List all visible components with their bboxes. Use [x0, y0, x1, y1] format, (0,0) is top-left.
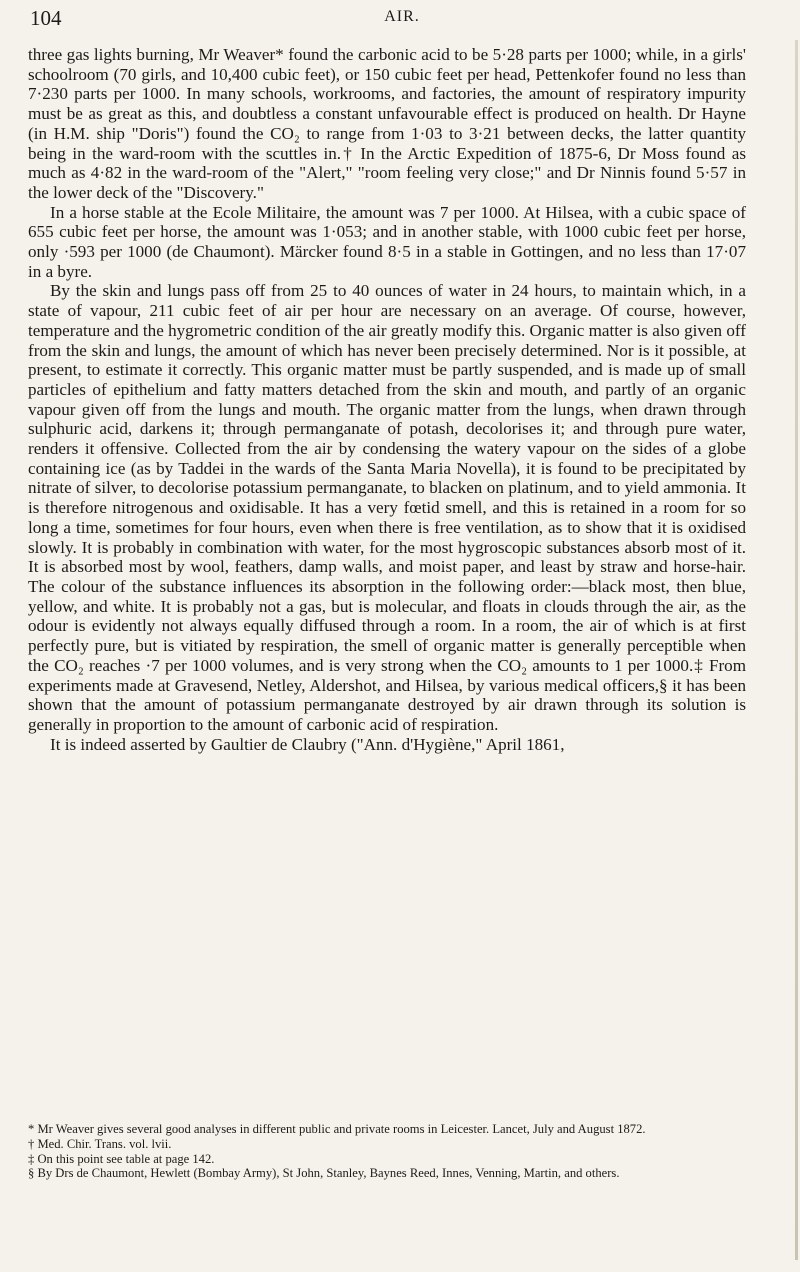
- paragraph: In a horse stable at the Ecole Militaire, the amount was 7 per 1000. At Hilsea, with a cubic space of 655 cubic feet per horse, the amount was 1·053; and in another stable, with 1000 cubic feet per horse, only ·593 per 1000 (de Chaumont). Märcker found 8·5 in a stable in Gottingen, and no less than 17·07 in a byre.: [28, 202, 746, 281]
- paragraph: It is indeed asserted by Gaultier de Claubry ("Ann. d'Hygiène," April 1861,: [50, 734, 565, 754]
- paragraph: By the skin and lungs pass off from 25 to 40 ounces of water in 24 hours, to maintain which, in a state of vapour, 211 cubic feet of air per hour are necessary on an average. Of course, however, temperature and the hygrometric condition of the air greatly modify this. Organic matter is also given off from the skin and lungs, the amount of which has never been precisely determined. Nor is it possible, at present, to estimate it correctly. This organic matter must be partly suspended, and is made up of small particles of epithelium and fatty matters detached from the skin and mouth, and partly of an organic vapour given off from the lungs and mouth. The organic matter from the lungs, when drawn through sulphuric acid, darkens it; through permanganate of potash, decolorises it; and through pure water, renders it offensive. Collected from the air by condensing the watery vapour on the sides of a globe containing ice (as by Taddei in the wards of the Santa Maria Novella), it is found to be precipitated by nitrate of silver, to decolorise potassium permanganate, to blacken on platinum, and to yield ammonia. It is therefore nitrogenous and oxidisable. It has a very fœtid smell, and this is retained in a room for so long a time, sometimes for four hours, even when there is free ventilation, as to show that it is oxidised slowly. It is probably in combination with water, for the most hygroscopic substances absorb most of it. It is absorbed most by wool, feathers, damp walls, and moist paper, and least by straw and horse-hair. The colour of the substance influences its absorption in the following order:—black most, then blue, yellow, and white. It is probably not a gas, but is molecular, and floats in clouds through the air, as the odour is evidently not always equally diffused through a room. In a room, the air of which is at first perfectly pure, but is vitiated by respiration, the smell of organic matter is generally perceptible when the CO₂ reaches ·7 per 1000 volumes, and is very strong when the CO₂ amounts to 1 per 1000.‡ From experiments made at Gravesend, Netley, Aldershot, and Hilsea, by various medical officers,§ it has been shown that the amount of potassium permanganate destroyed by air drawn through its solution is generally in proportion to the amount of carbonic acid of respiration.: [28, 281, 746, 734]
- footnote: † Med. Chir. Trans. vol. lvii.: [28, 1136, 172, 1151]
- page-edge-shadow: [795, 40, 798, 1260]
- page-number: 104: [30, 6, 62, 30]
- running-head: AIR.: [384, 8, 420, 25]
- book-page: [26, 6, 778, 36]
- body-text: [28, 45, 746, 754]
- paragraph: three gas lights burning, Mr Weaver* found the carbonic acid to be 5·28 parts per 1000; while, in a girls' schoolroom (70 girls, and 10,400 cubic feet), or 150 cubic feet per head, Pettenkofer found no less than 7·230 parts per 1000. In many schools, workrooms, and factories, the amount of respiratory impurity must be as great as this, and doubtless a constant unfavourable effect is produced on health. Dr Hayne (in H.M. ship "Doris") found the CO₂ to range from 1·03 to 3·21 between decks, the latter quantity being in the ward-room with the scuttles in.† In the Arctic Expedition of 1875-6, Dr Moss found as much as 4·82 in the ward-room of the "Alert," "room feeling very close;" and Dr Ninnis found 5·57 in the lower deck of the "Discovery.": [28, 45, 746, 202]
- footnote: ‡ On this point see table at page 142.: [28, 1151, 215, 1166]
- footnote: § By Drs de Chaumont, Hewlett (Bombay Army), St John, Stanley, Baynes Reed, Innes, Venning, Martin, and others.: [28, 1166, 620, 1181]
- page-header: [26, 6, 778, 36]
- footnote: * Mr Weaver gives several good analyses in different public and private rooms in Leicester. Lancet, July and August 1872.: [28, 1122, 646, 1136]
- footnotes: [28, 1122, 746, 1181]
